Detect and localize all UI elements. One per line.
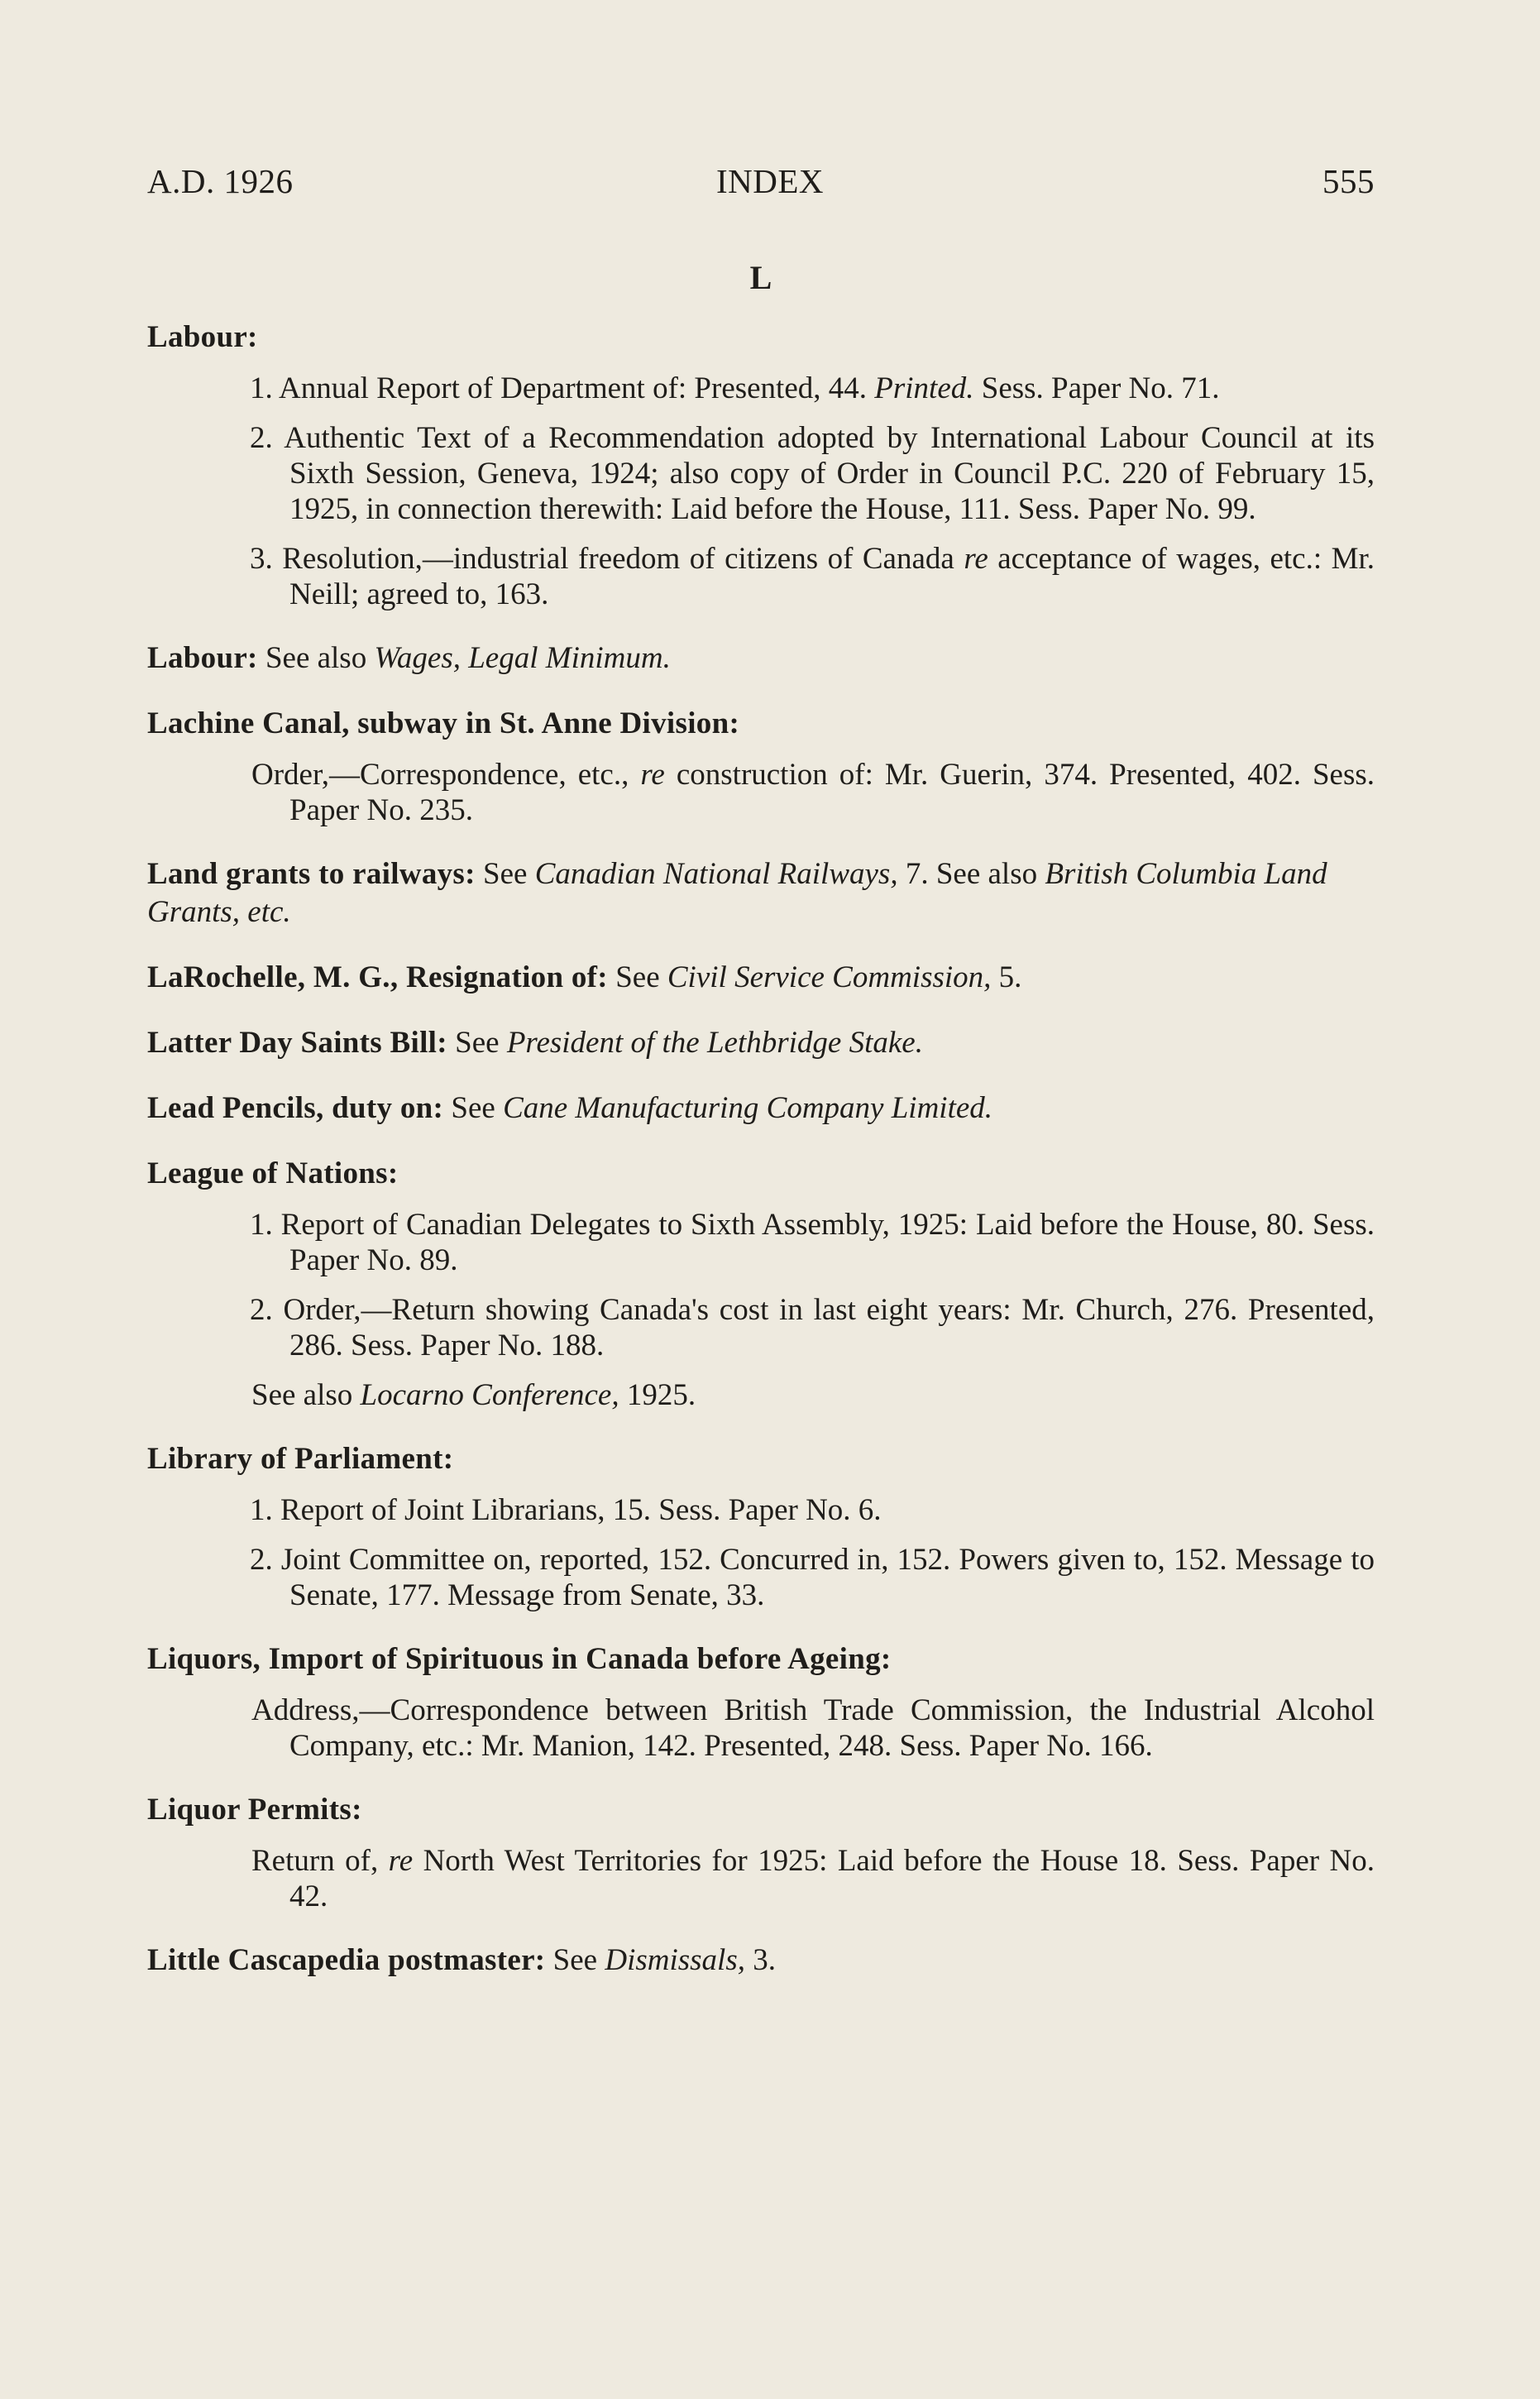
entry-text: See — [607, 960, 667, 994]
index-entry — [147, 705, 1375, 828]
italic-reference: Locarno Conference, — [360, 1378, 619, 1412]
entry-heading: Land grants to railways: — [147, 857, 476, 891]
sub-entry — [147, 757, 1375, 828]
sub-entry-number: 1. — [250, 371, 279, 405]
index-entry — [147, 1791, 1375, 1914]
entry-heading: LaRochelle, M. G., Resignation of: — [147, 960, 608, 994]
entry-text: Report of Canadian Delegates to Sixth Assembly, 1925: Laid before the House, 80. Sess. Paper No. 89. — [280, 1208, 1375, 1277]
index-entry — [147, 1440, 1375, 1613]
entry-text: See also — [257, 641, 375, 675]
entry-text: Annual Report of Department of: Presented, 44. — [278, 371, 875, 405]
sub-entry-number: 2. — [250, 1543, 281, 1577]
cross-reference-entry — [147, 959, 1375, 997]
entry-heading: Latter Day Saints Bill: — [147, 1026, 447, 1060]
italic-reference: Printed. — [874, 371, 974, 405]
entry-text: Report of Joint Librarians, 15. Sess. Paper No. 6. — [280, 1493, 882, 1527]
entry-heading: Library of Parliament: — [147, 1442, 454, 1476]
page-number: 555 — [1322, 162, 1375, 200]
sub-entry-number: 1. — [250, 1493, 280, 1527]
sub-entry-number: 1. — [250, 1208, 281, 1242]
index-entry — [147, 959, 1375, 997]
header-year: A.D. 1926 — [147, 162, 294, 200]
entry-heading: Liquor Permits: — [147, 1793, 362, 1827]
entry-heading: League of Nations: — [147, 1156, 399, 1190]
sub-entry — [147, 1207, 1375, 1278]
sub-entry-number: 2. — [250, 421, 285, 455]
entry-text: 3. — [745, 1943, 776, 1977]
entry-text: See — [443, 1091, 504, 1125]
entry-text: 1925. — [619, 1378, 696, 1412]
italic-reference: re — [640, 758, 665, 792]
entry-heading: Lachine Canal, subway in St. Anne Division: — [147, 706, 740, 740]
entry-text: 5. — [991, 960, 1022, 994]
italic-reference: Dismissals, — [605, 1943, 745, 1977]
entry-text: Return of, — [251, 1844, 389, 1878]
italic-reference: British Columbia Land Grants, etc. — [147, 857, 1327, 929]
italic-reference: re — [388, 1844, 414, 1878]
entry-heading: Little Cascapedia postmaster: — [147, 1943, 546, 1977]
entry-text: North West Territories for 1925: Laid before the House 18. Sess. Paper No. 42. — [289, 1844, 1375, 1913]
index-entry — [147, 318, 1375, 612]
italic-reference: Cane Manufacturing Company Limited. — [503, 1091, 993, 1125]
sub-entry-number: 2. — [250, 1293, 284, 1327]
entry-heading: Labour: — [147, 641, 258, 675]
sub-entry-number: 3. — [250, 542, 283, 576]
sub-entry — [147, 541, 1375, 612]
index-entry — [147, 855, 1375, 931]
entry-text: See — [545, 1943, 605, 1977]
cross-reference-entry — [147, 1942, 1375, 1980]
italic-reference: Civil Service Commission, — [667, 960, 992, 994]
entry-text: Sess. Paper No. 71. — [973, 371, 1220, 405]
entry-text: 7. See also — [897, 857, 1045, 891]
entry-text: construction of: Mr. Guerin, 374. Presented, 402. Sess. Paper No. 235. — [289, 758, 1375, 827]
italic-reference: Canadian National Railways, — [534, 857, 898, 891]
entry-heading: Labour: — [147, 320, 258, 354]
see-also-line — [147, 1377, 1375, 1413]
sub-entry — [147, 1492, 1375, 1528]
index-entry — [147, 1640, 1375, 1764]
entry-text: See also — [251, 1378, 361, 1412]
entry-text: Order,—Return showing Canada's cost in last eight years: Mr. Church, 276. Presented, 286. Sess. Paper No. 188. — [283, 1293, 1375, 1362]
cross-reference-entry — [147, 639, 1375, 678]
index-entry — [147, 1155, 1375, 1413]
entry-text: Authentic Text of a Recommendation adopted by International Labour Council at its Sixth Session, Geneva, 1924; also copy of Order in Council P.C. 220 of February 15, 1925, in connection therewith: Laid before the House, 111. Sess. Paper No. 99. — [284, 421, 1375, 526]
index-entry — [147, 1942, 1375, 1980]
entry-text: Joint Committee on, reported, 152. Concurred in, 152. Powers given to, 152. Message to Senate, 177. Message from Senate, 33. — [280, 1543, 1375, 1612]
sub-entry — [147, 1292, 1375, 1363]
index-entry — [147, 639, 1375, 678]
entry-text: Order,—Correspondence, etc., — [251, 758, 641, 792]
entry-text: acceptance of wages, etc.: Mr. Neill; agreed to, 163. — [289, 542, 1375, 611]
index-entry — [147, 1089, 1375, 1128]
cross-reference-entry — [147, 1024, 1375, 1062]
italic-reference: President of the Lethbridge Stake. — [506, 1026, 923, 1060]
entry-heading: Lead Pencils, duty on: — [147, 1091, 444, 1125]
entry-text: See — [475, 857, 535, 891]
header-title: INDEX — [715, 162, 825, 200]
cross-reference-entry — [147, 1089, 1375, 1128]
entry-heading: Liquors, Import of Spirituous in Canada before Ageing: — [147, 1642, 892, 1676]
italic-reference: re — [964, 542, 988, 576]
entry-text: Resolution,—industrial freedom of citizens of Canada — [282, 542, 964, 576]
italic-reference: Wages, Legal Minimum. — [374, 641, 671, 675]
sub-entry — [147, 420, 1375, 527]
cross-reference-entry — [147, 855, 1375, 931]
index-entries — [147, 318, 1375, 1980]
sub-entry — [147, 1843, 1375, 1914]
entry-text: Address,—Correspondence between British Trade Commission, the Industrial Alcohol Company, etc.: Mr. Manion, 142. Presented, 248. Sess. Paper No. 166. — [251, 1693, 1375, 1763]
sub-entry — [147, 371, 1375, 406]
section-letter: L — [749, 259, 772, 296]
sub-entry — [147, 1693, 1375, 1764]
sub-entry — [147, 1542, 1375, 1613]
index-entry — [147, 1024, 1375, 1062]
entry-text: See — [447, 1026, 507, 1060]
